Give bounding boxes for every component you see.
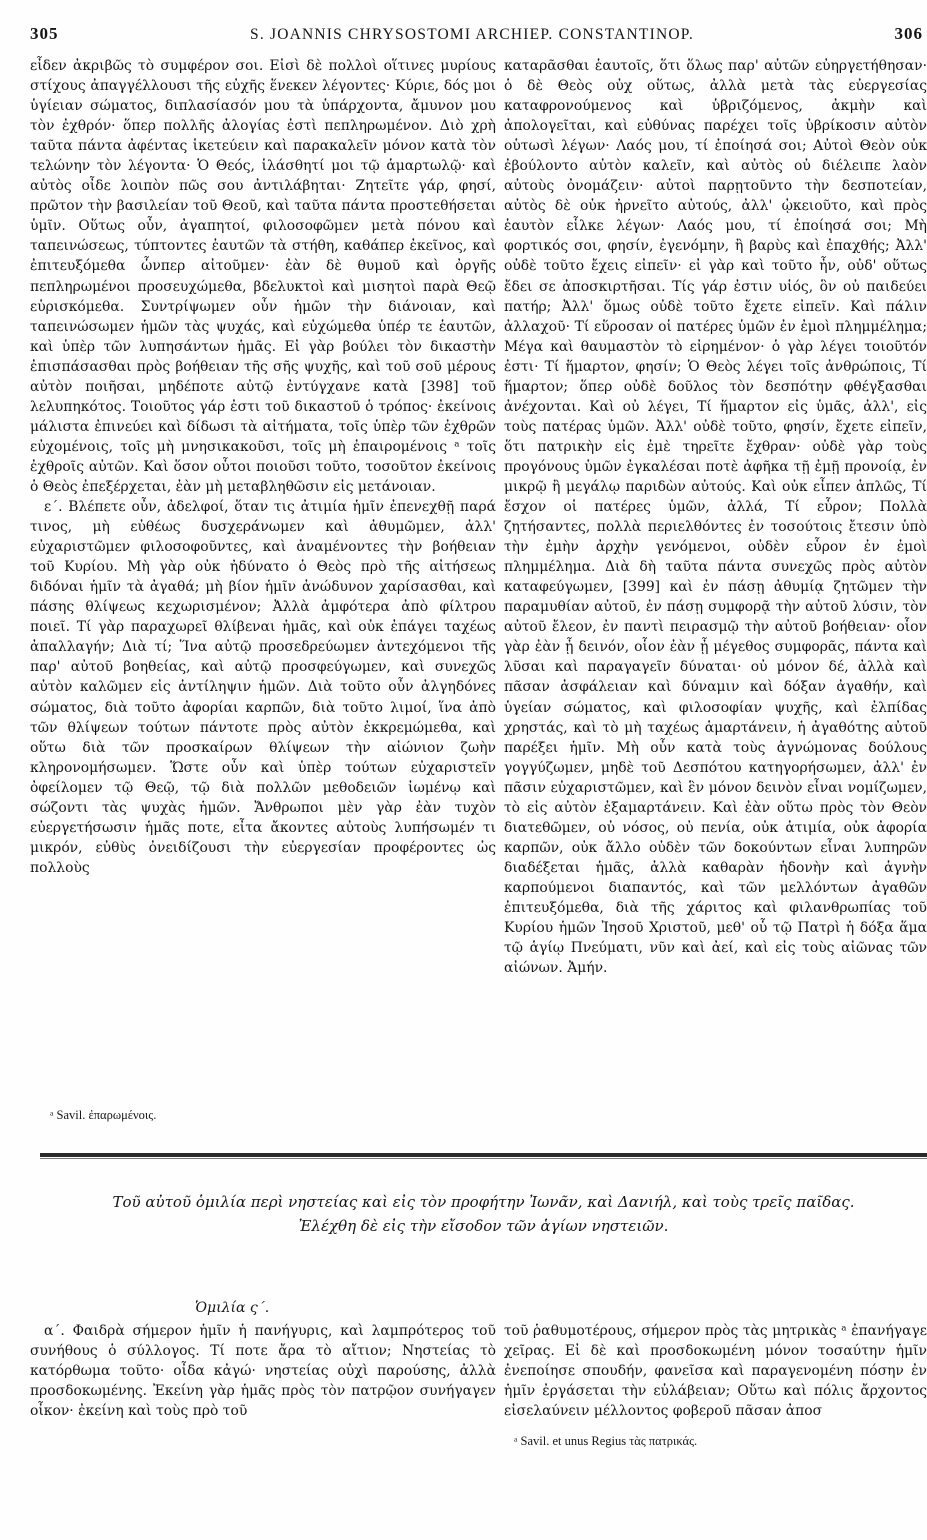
- bottom-left-paragraph: α΄. Φαιδρὰ σήμερον ἡμῖν ἡ πανήγυρις, καὶ λαμπρότερος τοῦ συνήθους ὁ σύλλογος. Τί ποτε ἄρα τὸ αἴτιον; Νηστείας τὸ κατόρθωμα τοῦτο· οἶδα κἀγώ· νηστείας οὐχὶ παρούσης, ἀλλὰ προσδοκωμένης. Ἐκείνη γὰρ ἡμᾶς πρὸς τὸν πατρῷον συνήγαγεν οἶκον· ἐκείνη καὶ τοὺς πρὸ τοῦ: [30, 1323, 496, 1420]
- homily-title-line-1: Τοῦ αὐτοῦ ὁμιλία περὶ νηστείας καὶ εἰς τὸν προφήτην Ἰωνᾶν, καὶ Δανιήλ, καὶ τοὺς τρεῖς παῖδας.: [112, 1193, 855, 1211]
- bottom-right-column: [504, 1321, 927, 1431]
- bottom-right-paragraph: τοῦ ῥαθυμοτέρους, σήμερον πρὸς τὰς μητρικὰς ᵃ ἐπανήγαγε χεῖρας. Εἰ δὲ καὶ προσδοκωμένη μόνον τοσαύτην ἡμῖν ἐνεποίησε σπουδήν, φανεῖσα καὶ παραγενομένη πόσην ἐν ἡμῖν ἐργάσεται τὴν εὐλάβειαν; Οὕτω καὶ πόλις ἄρχοντος εἰσελαύνειν μέλλοντος φοβεροῦ πᾶσαν ἀποσ: [504, 1323, 927, 1420]
- left-column-paragraph-2: ε΄. Βλέπετε οὖν, ἀδελφοί, ὅταν τις ἀτιμία ἡμῖν ἐπενεχθῇ παρά τινος, μὴ εὐθέως δυσχεράνωμεν καὶ ἀθυμῶμεν, ἀλλ' εὐχαριστῶμεν φιλοσοφοῦντες, καὶ ἀναμένοντες τὴν βοήθειαν τοῦ Κυρίου. Μὴ γὰρ οὐκ ἠδύνατο ὁ Θεὸς πρὸ τῆς αἰτήσεως διδόναι ἡμῖν τὰ ἀγαθά; μὴ βίον ἡμῖν ἀνώδυνον χαρίσασθαι, καὶ πάσης θλίψεως κεχωρισμένον; Ἀλλὰ ἀμφότερα ἀπὸ φίλτρου ποιεῖ. Τί γὰρ παραχωρεῖ θλίβεναι ἡμᾶς, καὶ οὐκ ἐπάγει ταχέως ἀπαλλαγήν; Διὰ τί; Ἵνα αὐτῷ προσεδρεύωμεν ἀντεχόμενοι τῆς παρ' αὐτοῦ βοηθείας, καὶ αὐτῷ προσφεύγωμεν, καὶ συνεχῶς αὐτὸν καλῶμεν εἰς ἀντίληψιν ἡμῶν. Διὰ τοῦτο οὖν ἀλγηδόνες σώματος, διὰ τοῦτο ἀφορίαι καρπῶν, διὰ τοῦτο λιμοί, ἵνα ἀπὸ τῶν θλίψεων τούτων πάντοτε πρὸς αὐτὸν ἐκκρεμώμεθα, καὶ οὕτω διὰ τῶν προσκαίρων θλίψεων τὴν αἰώνιον ζωὴν κληρονομήσωμεν. Ὥστε οὖν καὶ ὑπὲρ τούτων εὐχαριστεῖν ὀφείλομεν τῷ Θεῷ, τῷ διὰ πολλῶν μεθοδειῶν ἰωμένῳ καὶ σώζοντι τὰς ψυχὰς ἡμῶν. Ἄνθρωποι μὲν γὰρ ἐὰν τυχὸν εὐεργετήσωσιν ἡμᾶς ποτε, εἶτα ἄκοντες αὐτοὺς λυπήσωμέν τι μικρόν, εὐθὺς ὀνειδίζουσι τὴν εὐεργεσίαν προφέροντες ὡς πολλοὺς: [30, 499, 496, 876]
- running-head: [0, 18, 927, 52]
- homily-title: [40, 1190, 927, 1238]
- left-column-paragraph-1: εἶδεν ἀκριβῶς τὸ συμφέρον σοι. Εἰσὶ δὲ πολλοὶ οἵτινες μυρίους στίχους ἀπαγγέλλουσι τῆς εὐχῆς ἕνεκεν λέγοντες· Κύριε, δός μοι ὑγίειαν σώματος, διπλασίασόν μου τὰ ὑπάρχοντα, ἄμυνον μου τὸν ἐχθρόν· ὅπερ πολλῆς ἀλογίας ἐστὶ πεπληρωμένον. Διὸ χρὴ ταῦτα πάντα ἀφέντας ἱκετεύειν καὶ παρακαλεῖν μόνον κατὰ τὸν τελώνην τὸν λέγοντα· Ὁ Θεός, ἱλάσθητί μοι τῷ ἁμαρτωλῷ· καὶ αὐτὸς οἶδε λοιπὸν πῶς σου ἀντιλάβηται· Ζητεῖτε γάρ, φησί, πρῶτον τὴν βασιλείαν τοῦ Θεοῦ, καὶ ταῦτα πάντα προστεθήσεται ὑμῖν. Οὕτως οὖν, ἀγαπητοί, φιλοσοφῶμεν μετὰ πόνου καὶ ταπεινώσεως, τύπτοντες ἑαυτῶν τὰ στήθη, καθάπερ ἐκεῖνος, καὶ ἐπιτευξόμεθα ὧνπερ αἰτοῦμεν· ἐὰν δὲ θυμοῦ καὶ ὀργῆς πεπληρωμένοι προσευχώμεθα, βδελυκτοὶ καὶ μισητοὶ παρὰ Θεῷ εὑρισκόμεθα. Συντρίψωμεν οὖν ἡμῶν τὴν διάνοιαν, καὶ ταπεινώσωμεν ἡμῶν τὰς ψυχάς, καὶ εὐχώμεθα ὑπέρ τε ἑαυτῶν, καὶ ὑπὲρ τῶν λυπησάντων ἡμᾶς. Εἰ γὰρ βούλει τὸν δικαστὴν ἐπισπάσασθαι πρὸς βοήθειαν τῆς σῆς ψυχῆς, καὶ τοῦ σοῦ μέρους αὐτὸν ποιῆσαι, μηδέποτε αὐτῷ ἐντύγχανε κατὰ [398] τοῦ λελυπηκότος. Τοιοῦτος γάρ ἐστι τοῦ δικαστοῦ ὁ τρόπος· ἐκείνοις μάλιστα ἐπινεύει καὶ δίδωσι τὰ αἰτήματα, τοῖς ὑπὲρ τῶν ἐχθρῶν εὐχομένοις, τοῖς μὴ μνησικακοῦσι, τοῖς μὴ ἐπαιρομένοις ᵃ τοῖς ἐχθροῖς αὐτῶν. Καὶ ὅσον οὗτοι ποιοῦσι τοῦτο, τοσοῦτον ἐκείνοις ὁ Θεὸς ἐπεξέρχεται, ἐὰν μὴ μεταβληθῶσιν εἰς μετάνοιαν.: [30, 58, 496, 495]
- page-number-right: 306: [894, 24, 923, 43]
- right-column-paragraph: καταρᾶσθαι ἑαυτοῖς, ὅτι ὅλως παρ' αὐτῶν εὐηργετήθησαν· ὁ δὲ Θεὸς οὐχ οὕτως, ἀλλὰ μετὰ τὰς εὐεργεσίας καταφρονούμενος καὶ ὑβριζόμενος, ἀκμὴν καὶ ἀπολογεῖται, καὶ εὐθύνας παρέχει τοῖς ὑβρίκοσιν αὐτὸν οὑτωσὶ λέγων· Λαός μου, τί ἐποίησά σοι; Αὐτοὶ Θεὸν οὐκ ἐβούλοντο αὐτὸν καλεῖν, καὶ αὐτὸς οὐ διέλειπε λαὸν αὐτοὺς ὀνομάζειν· αὐτοὶ παρῃτοῦντο τὴν δεσποτείαν, αὐτὸς δὲ οὐκ ἠρνεῖτο αὐτούς, ἀλλ' ᾠκειοῦτο, καὶ πρὸς ἑαυτὸν εἷλκε λέγων· Λαός μου, τί ἐποίησά σοι; Μὴ φορτικός σοι, φησίν, ἐγενόμην, ἢ βαρὺς καὶ ἐπαχθής; Ἀλλ' οὐδὲ τοῦτο ἔχεις εἰπεῖν· εἰ γὰρ καὶ τοῦτο ἦν, οὐδ' οὕτως ἔδει σε ἀποσκιρτῆσαι. Τίς γάρ ἐστιν υἱός, ὃν οὐ παιδεύει πατήρ; Ἀλλ' ὅμως οὐδὲ τοῦτο ἔχετε εἰπεῖν. Καὶ πάλιν ἀλλαχοῦ· Τί εὕροσαν οἱ πατέρες ὑμῶν ἐν ἐμοὶ πλημμέλημα; Μέγα καὶ θαυμαστὸν τὸ εἰρημένον· ὁ γὰρ λέγει τοιοῦτόν ἐστι· Τί ἥμαρτον, φησίν; Ὁ Θεὸς λέγει τοῖς ἀνθρώποις, Τί ἥμαρτον; ὅπερ οὐδὲ δοῦλος τὸν δεσπότην φθέγξασθαι ἀνέχονται. Καὶ οὐ λέγει, Τί ἥμαρτον εἰς ὑμᾶς, ἀλλ', εἰς τοὺς πατέρας ὑμῶν. Ἀλλ' οὐδὲ τοῦτο, φησίν, ἔχετε εἰπεῖν, ὅτι πατρικὴν εἰς ἐμὲ τηρεῖτε ἔχθραν· οὐδὲ γὰρ τοὺς προγόνους ὑμῶν ἐγκαλέσαι ποτὲ ἀφῆκα τῇ ἐμῇ προνοίᾳ, ἐν μικρῷ ἢ μεγάλῳ παριδὼν αὐτούς. Καὶ οὐκ εἶπεν ἁπλῶς, Τί ἔσχον οἱ πατέρες ὑμῶν, ἀλλά, Τί εὗρον; Πολλὰ ζητήσαντες, πολλὰ περιελθόντες ἐν τοσούτοις ἔτεσιν ὑπὸ τὴν ἐμὴν ἀρχὴν γενόμενοι, οὐδὲν εὗρον ἐν ἐμοὶ πλημμέλημα. Διὰ δὴ ταῦτα πάντα συνεχῶς πρὸς αὐτὸν καταφεύγωμεν, [399] καὶ ἐν πάσῃ ἀθυμίᾳ ζητῶμεν τὴν παραμυθίαν αὐτοῦ, ἐν πάσῃ συμφορᾷ τὴν αὐτοῦ λύσιν, τὸν αὐτοῦ ἔλεον, ἐν παντὶ πειρασμῷ τὴν αὐτοῦ βοήθειαν· οἷον γὰρ ἐὰν ᾖ δεινόν, οἷον ἐὰν ᾖ μέγεθος συμφορᾶς, πάντα καὶ λῦσαι καὶ παραγαγεῖν δύναται· οὐ μόνον δέ, ἀλλὰ καὶ πᾶσαν ἀσφάλειαν καὶ δύναμιν καὶ δόξαν ἀγαθήν, καὶ ὑγείαν σώματος, καὶ φιλοσοφίαν ψυχῆς, καὶ ἐλπίδας χρηστάς, καὶ τὸ μὴ ταχέως ἁμαρτάνειν, ἡ ἀγαθότης αὐτοῦ παρέξει ἡμῖν. Μὴ οὖν κατὰ τοὺς ἀγνώμονας δούλους γογγύζωμεν, μηδὲ τοῦ Δεσπότου κατηγορήσωμεν, ἀλλ' ἐν πᾶσιν εὐχαριστῶμεν, καὶ ἓν μόνον δεινὸν εἶναι νομίζωμεν, τὸ εἰς αὐτὸν ἐξαμαρτάνειν. Καὶ ἐὰν οὕτω πρὸς τὸν Θεὸν διατεθῶμεν, οὐ νόσος, οὐ πενία, οὐκ ἀτιμία, οὐκ ἀφορία καρπῶν, οὐκ ἄλλο οὐδὲν τῶν δοκούντων εἶναι λυπηρῶν διαδέξεται ἡμᾶς, ἀλλὰ καθαρὰν ἡδονὴν καὶ ἁγνὴν καρπούμενοι διαπαντός, καὶ τῶν μελλόντων ἀγαθῶν ἐπιτευξόμεθα, διὰ τῆς χάριτος καὶ φιλανθρωπίας τοῦ Κυρίου ἡμῶν Ἰησοῦ Χριστοῦ, μεθ' οὗ τῷ Πατρὶ ἡ δόξα ἅμα τῷ ἁγίῳ Πνεύματι, νῦν καὶ ἀεί, καὶ εἰς τοὺς αἰῶνας τῶν αἰώνων. Ἀμήν.: [504, 58, 927, 977]
- footnote-right: ᵃ Savil. et unus Regius τὰς πατρικάς.: [514, 1434, 698, 1448]
- section-divider: [40, 1153, 927, 1157]
- footnote-left: ᵃ Savil. ἐπαρωμένοις.: [50, 1108, 157, 1122]
- right-column: [504, 56, 927, 1116]
- running-title: S. JOANNIS CHRYSOSTOMI ARCHIEP. CONSTANTINOP.: [250, 26, 694, 43]
- homily-title-line-2: Ἐλέχθη δὲ εἰς τὴν εἴσοδον τῶν ἁγίων νηστειῶν.: [298, 1217, 669, 1235]
- bottom-left-column: [30, 1321, 496, 1443]
- homily-number: Ὁμιλία ς΄.: [195, 1300, 270, 1316]
- page-number-left: 305: [30, 24, 59, 43]
- left-column: [30, 56, 496, 1104]
- section-divider-thin: [40, 1158, 927, 1159]
